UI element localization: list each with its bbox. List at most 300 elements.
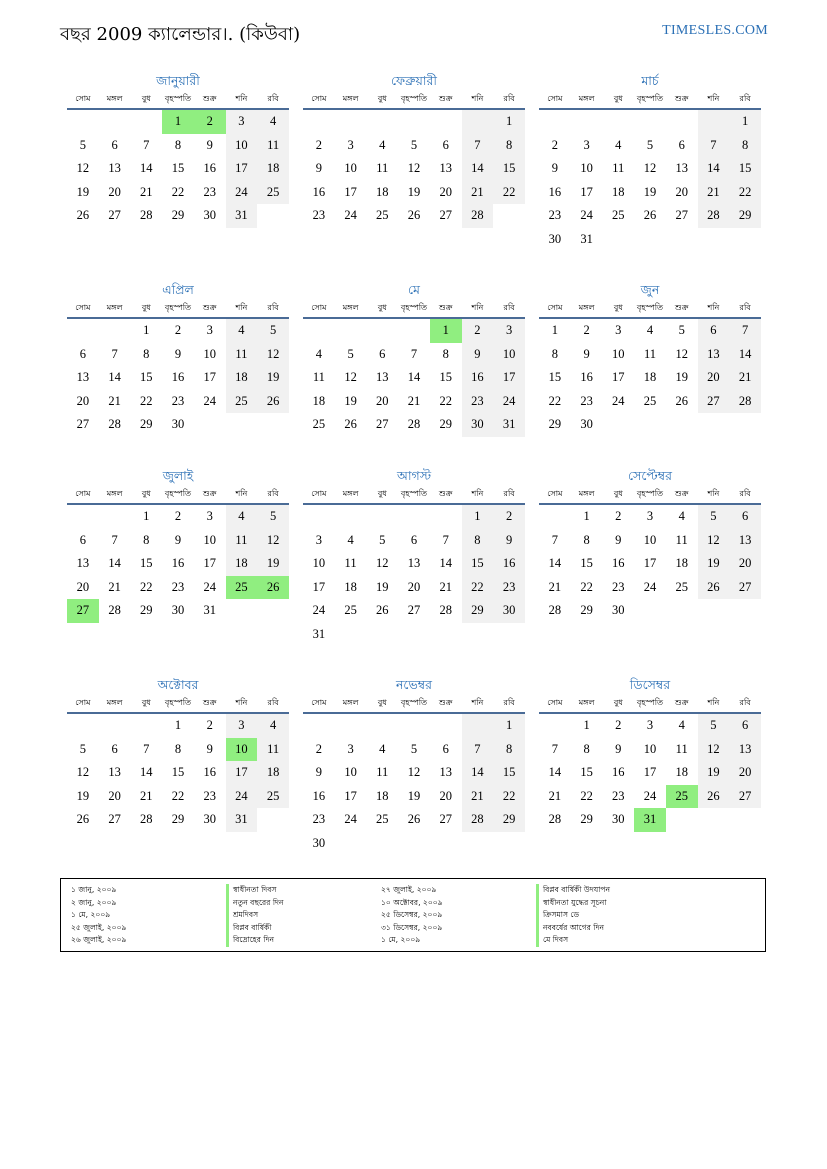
day-cell[interactable]: 1: [174, 718, 182, 732]
day-cell[interactable]: 3: [226, 110, 258, 134]
day-cell[interactable]: 28: [140, 812, 153, 826]
day-cell[interactable]: 2: [174, 509, 182, 523]
day-cell[interactable]: 19: [257, 552, 289, 576]
day-cell[interactable]: 27: [67, 599, 99, 623]
day-cell[interactable]: 21: [462, 181, 494, 205]
day-cell[interactable]: 15: [580, 556, 593, 570]
day-cell[interactable]: 26: [76, 812, 90, 826]
day-cell[interactable]: 6: [111, 741, 118, 756]
day-cell[interactable]: 11: [257, 134, 289, 158]
day-cell[interactable]: 24: [580, 208, 593, 222]
day-cell[interactable]: 4: [678, 509, 685, 523]
site-name[interactable]: TIMESLES.COM: [662, 23, 768, 38]
day-cell[interactable]: 14: [548, 556, 562, 570]
day-cell[interactable]: 5: [410, 741, 418, 756]
day-cell[interactable]: 22: [729, 181, 761, 205]
day-cell[interactable]: 1: [162, 110, 194, 134]
day-cell[interactable]: 28: [462, 808, 494, 832]
day-cell[interactable]: 31: [226, 204, 258, 228]
day-cell[interactable]: 16: [612, 765, 625, 779]
day-cell[interactable]: 16: [312, 184, 326, 199]
day-cell[interactable]: 7: [551, 741, 558, 756]
day-cell[interactable]: 18: [376, 184, 389, 199]
day-cell[interactable]: 26: [76, 208, 90, 222]
day-cell[interactable]: 3: [347, 137, 354, 152]
day-cell[interactable]: 9: [462, 343, 494, 367]
day-cell[interactable]: 5: [79, 741, 86, 756]
day-cell[interactable]: 13: [76, 556, 90, 570]
day-cell[interactable]: 11: [376, 161, 389, 175]
day-cell[interactable]: 1: [493, 110, 525, 134]
day-cell[interactable]: 14: [439, 556, 452, 570]
day-cell[interactable]: 9: [174, 346, 182, 361]
day-cell[interactable]: 11: [312, 370, 325, 384]
day-cell[interactable]: 6: [678, 137, 685, 152]
day-cell[interactable]: 23: [312, 812, 326, 826]
day-cell[interactable]: 8: [583, 532, 590, 547]
day-cell[interactable]: 10: [344, 161, 357, 175]
day-cell[interactable]: 16: [462, 366, 494, 390]
day-cell[interactable]: 25: [344, 603, 357, 617]
day-cell[interactable]: 14: [548, 765, 562, 779]
day-cell[interactable]: 12: [76, 765, 90, 779]
day-cell[interactable]: 21: [108, 579, 121, 594]
day-cell[interactable]: 19: [76, 184, 90, 199]
day-cell[interactable]: 26: [407, 208, 421, 222]
day-cell[interactable]: 31: [203, 603, 216, 617]
day-cell[interactable]: 18: [643, 370, 657, 384]
day-cell[interactable]: 19: [698, 761, 730, 785]
day-cell[interactable]: 26: [257, 390, 289, 414]
day-cell[interactable]: 6: [698, 319, 730, 343]
day-cell[interactable]: 14: [108, 556, 121, 570]
day-cell[interactable]: 23: [612, 788, 625, 803]
day-cell[interactable]: 15: [171, 765, 185, 779]
day-cell[interactable]: 7: [551, 532, 558, 547]
day-cell[interactable]: 18: [257, 761, 289, 785]
day-cell[interactable]: 30: [612, 603, 625, 617]
day-cell[interactable]: 14: [140, 765, 153, 779]
day-cell[interactable]: 8: [551, 346, 558, 361]
day-cell[interactable]: 23: [493, 576, 525, 600]
day-cell[interactable]: 17: [344, 788, 357, 803]
day-cell[interactable]: 26: [407, 812, 421, 826]
day-cell[interactable]: 21: [462, 785, 494, 809]
day-cell[interactable]: 8: [442, 346, 449, 361]
day-cell[interactable]: 7: [143, 137, 150, 152]
day-cell[interactable]: 4: [379, 741, 386, 756]
day-cell[interactable]: 6: [410, 532, 418, 547]
day-cell[interactable]: 9: [583, 346, 590, 361]
day-cell[interactable]: 29: [140, 417, 153, 431]
day-cell[interactable]: 1: [493, 714, 525, 738]
day-cell[interactable]: 10: [203, 532, 216, 547]
day-cell[interactable]: 7: [111, 532, 118, 547]
day-cell[interactable]: 18: [226, 366, 258, 390]
day-cell[interactable]: 3: [493, 319, 525, 343]
day-cell[interactable]: 30: [612, 812, 625, 826]
day-cell[interactable]: 23: [203, 788, 216, 803]
day-cell[interactable]: 3: [315, 532, 322, 547]
day-cell[interactable]: 1: [583, 718, 590, 732]
day-cell[interactable]: 27: [108, 812, 121, 826]
day-cell[interactable]: 17: [580, 184, 593, 199]
day-cell[interactable]: 14: [108, 370, 121, 384]
day-cell[interactable]: 24: [643, 788, 657, 803]
day-cell[interactable]: 3: [347, 741, 354, 756]
day-cell[interactable]: 8: [729, 134, 761, 158]
day-cell[interactable]: 24: [226, 181, 258, 205]
day-cell[interactable]: 12: [698, 738, 730, 762]
day-cell[interactable]: 17: [493, 366, 525, 390]
day-cell[interactable]: 5: [646, 137, 654, 152]
day-cell[interactable]: 5: [698, 505, 730, 529]
day-cell[interactable]: 20: [698, 366, 730, 390]
day-cell[interactable]: 31: [226, 808, 258, 832]
day-cell[interactable]: 20: [407, 579, 421, 594]
day-cell[interactable]: 4: [226, 505, 258, 529]
day-cell[interactable]: 3: [583, 137, 590, 152]
day-cell[interactable]: 24: [493, 390, 525, 414]
day-cell[interactable]: 15: [493, 761, 525, 785]
day-cell[interactable]: 18: [257, 157, 289, 181]
day-cell[interactable]: 10: [312, 556, 326, 570]
day-cell[interactable]: 25: [312, 417, 326, 431]
day-cell[interactable]: 27: [698, 390, 730, 414]
day-cell[interactable]: 31: [312, 626, 326, 641]
day-cell[interactable]: 28: [140, 208, 153, 222]
day-cell[interactable]: 23: [171, 579, 185, 594]
day-cell[interactable]: 26: [698, 785, 730, 809]
day-cell[interactable]: 31: [634, 808, 666, 832]
day-cell[interactable]: 6: [79, 532, 86, 547]
day-cell[interactable]: 22: [140, 579, 153, 594]
day-cell[interactable]: 17: [203, 556, 216, 570]
day-cell[interactable]: 5: [257, 505, 289, 529]
day-cell[interactable]: 20: [108, 788, 121, 803]
day-cell[interactable]: 11: [612, 161, 625, 175]
day-cell[interactable]: 16: [548, 184, 562, 199]
day-cell[interactable]: 16: [203, 161, 216, 175]
day-cell[interactable]: 2: [615, 718, 622, 732]
day-cell[interactable]: 6: [729, 505, 761, 529]
day-cell[interactable]: 25: [226, 390, 258, 414]
day-cell[interactable]: 24: [612, 393, 625, 408]
day-cell[interactable]: 10: [226, 738, 258, 762]
day-cell[interactable]: 24: [203, 393, 216, 408]
day-cell[interactable]: 20: [439, 184, 452, 199]
day-cell[interactable]: 20: [675, 184, 688, 199]
day-cell[interactable]: 4: [678, 718, 685, 732]
day-cell[interactable]: 30: [462, 413, 494, 437]
day-cell[interactable]: 19: [376, 579, 389, 594]
day-cell[interactable]: 27: [407, 603, 421, 617]
day-cell[interactable]: 31: [580, 231, 593, 246]
day-cell[interactable]: 1: [583, 509, 590, 523]
day-cell[interactable]: 17: [612, 370, 625, 384]
day-cell[interactable]: 30: [548, 231, 562, 246]
day-cell[interactable]: 25: [257, 785, 289, 809]
day-cell[interactable]: 25: [643, 393, 657, 408]
day-cell[interactable]: 27: [729, 785, 761, 809]
day-cell[interactable]: 2: [206, 718, 213, 732]
day-cell[interactable]: 10: [643, 532, 657, 547]
day-cell[interactable]: 6: [442, 137, 449, 152]
day-cell[interactable]: 15: [493, 157, 525, 181]
day-cell[interactable]: 23: [612, 579, 625, 594]
day-cell[interactable]: 7: [442, 532, 449, 547]
day-cell[interactable]: 1: [430, 319, 462, 343]
day-cell[interactable]: 21: [729, 366, 761, 390]
day-cell[interactable]: 17: [226, 761, 258, 785]
day-cell[interactable]: 21: [140, 788, 153, 803]
day-cell[interactable]: 22: [493, 181, 525, 205]
day-cell[interactable]: 2: [194, 110, 226, 134]
day-cell[interactable]: 19: [675, 370, 688, 384]
day-cell[interactable]: 7: [111, 346, 118, 361]
day-cell[interactable]: 7: [462, 134, 494, 158]
day-cell[interactable]: 14: [698, 157, 730, 181]
day-cell[interactable]: 1: [143, 323, 150, 337]
day-cell[interactable]: 21: [698, 181, 730, 205]
day-cell[interactable]: 25: [675, 579, 688, 594]
day-cell[interactable]: 24: [344, 208, 357, 222]
day-cell[interactable]: 25: [376, 208, 389, 222]
day-cell[interactable]: 15: [140, 370, 153, 384]
day-cell[interactable]: 22: [493, 785, 525, 809]
day-cell[interactable]: 29: [171, 208, 185, 222]
day-cell[interactable]: 23: [462, 390, 494, 414]
day-cell[interactable]: 11: [643, 346, 657, 361]
day-cell[interactable]: 16: [612, 556, 625, 570]
day-cell[interactable]: 30: [580, 417, 593, 431]
day-cell[interactable]: 2: [583, 323, 590, 337]
day-cell[interactable]: 17: [226, 157, 258, 181]
day-cell[interactable]: 13: [76, 370, 90, 384]
day-cell[interactable]: 12: [257, 529, 289, 553]
day-cell[interactable]: 22: [140, 393, 153, 408]
day-cell[interactable]: 14: [462, 157, 494, 181]
day-cell[interactable]: 5: [410, 137, 418, 152]
day-cell[interactable]: 8: [143, 532, 150, 547]
day-cell[interactable]: 13: [698, 343, 730, 367]
day-cell[interactable]: 22: [548, 393, 562, 408]
day-cell[interactable]: 21: [548, 579, 562, 594]
day-cell[interactable]: 4: [226, 319, 258, 343]
day-cell[interactable]: 18: [612, 184, 625, 199]
day-cell[interactable]: 28: [698, 204, 730, 228]
day-cell[interactable]: 27: [729, 576, 761, 600]
day-cell[interactable]: 27: [108, 208, 121, 222]
day-cell[interactable]: 1: [462, 505, 494, 529]
day-cell[interactable]: 2: [315, 741, 322, 756]
day-cell[interactable]: 29: [171, 812, 185, 826]
day-cell[interactable]: 5: [79, 137, 86, 152]
day-cell[interactable]: 8: [174, 137, 182, 152]
day-cell[interactable]: 16: [203, 765, 216, 779]
day-cell[interactable]: 15: [171, 161, 185, 175]
day-cell[interactable]: 15: [140, 556, 153, 570]
day-cell[interactable]: 22: [171, 788, 185, 803]
day-cell[interactable]: 8: [493, 134, 525, 158]
day-cell[interactable]: 12: [675, 346, 688, 361]
day-cell[interactable]: 23: [548, 208, 562, 222]
day-cell[interactable]: 30: [493, 599, 525, 623]
day-cell[interactable]: 22: [171, 184, 185, 199]
day-cell[interactable]: 8: [493, 738, 525, 762]
day-cell[interactable]: 11: [257, 738, 289, 762]
day-cell[interactable]: 4: [379, 137, 386, 152]
day-cell[interactable]: 30: [312, 835, 326, 850]
day-cell[interactable]: 3: [206, 509, 213, 523]
day-cell[interactable]: 9: [551, 161, 558, 175]
day-cell[interactable]: 20: [376, 393, 389, 408]
day-cell[interactable]: 21: [140, 184, 153, 199]
day-cell[interactable]: 11: [226, 529, 258, 553]
day-cell[interactable]: 23: [203, 184, 216, 199]
day-cell[interactable]: 8: [143, 346, 150, 361]
day-cell[interactable]: 16: [493, 552, 525, 576]
day-cell[interactable]: 25: [226, 576, 258, 600]
day-cell[interactable]: 29: [580, 812, 593, 826]
day-cell[interactable]: 28: [548, 603, 562, 617]
day-cell[interactable]: 4: [315, 346, 322, 361]
day-cell[interactable]: 12: [698, 529, 730, 553]
day-cell[interactable]: 3: [615, 323, 622, 337]
day-cell[interactable]: 25: [376, 812, 389, 826]
day-cell[interactable]: 5: [698, 714, 730, 738]
day-cell[interactable]: 2: [462, 319, 494, 343]
day-cell[interactable]: 13: [407, 556, 421, 570]
day-cell[interactable]: 14: [407, 370, 421, 384]
day-cell[interactable]: 11: [675, 532, 688, 547]
day-cell[interactable]: 11: [344, 556, 357, 570]
day-cell[interactable]: 9: [615, 741, 622, 756]
day-cell[interactable]: 30: [171, 603, 185, 617]
day-cell[interactable]: 3: [206, 323, 213, 337]
day-cell[interactable]: 1: [551, 323, 558, 337]
day-cell[interactable]: 29: [729, 204, 761, 228]
day-cell[interactable]: 14: [729, 343, 761, 367]
day-cell[interactable]: 26: [675, 393, 688, 408]
day-cell[interactable]: 29: [493, 808, 525, 832]
day-cell[interactable]: 25: [612, 208, 625, 222]
day-cell[interactable]: 29: [548, 417, 562, 431]
day-cell[interactable]: 27: [439, 812, 452, 826]
day-cell[interactable]: 22: [439, 393, 452, 408]
day-cell[interactable]: 6: [379, 346, 386, 361]
day-cell[interactable]: 10: [226, 134, 258, 158]
day-cell[interactable]: 24: [203, 579, 216, 594]
day-cell[interactable]: 30: [171, 417, 185, 431]
day-cell[interactable]: 26: [257, 576, 289, 600]
day-cell[interactable]: 23: [580, 393, 593, 408]
day-cell[interactable]: 6: [79, 346, 86, 361]
day-cell[interactable]: 17: [203, 370, 216, 384]
day-cell[interactable]: 11: [675, 741, 688, 756]
day-cell[interactable]: 28: [407, 417, 421, 431]
day-cell[interactable]: 18: [312, 393, 326, 408]
day-cell[interactable]: 20: [76, 579, 90, 594]
day-cell[interactable]: 17: [344, 184, 357, 199]
day-cell[interactable]: 27: [675, 208, 688, 222]
day-cell[interactable]: 4: [615, 137, 622, 152]
day-cell[interactable]: 28: [108, 603, 121, 617]
day-cell[interactable]: 24: [344, 812, 357, 826]
day-cell[interactable]: 9: [315, 765, 322, 779]
day-cell[interactable]: 15: [548, 370, 562, 384]
day-cell[interactable]: 13: [376, 370, 389, 384]
day-cell[interactable]: 29: [462, 599, 494, 623]
day-cell[interactable]: 21: [407, 393, 421, 408]
day-cell[interactable]: 9: [174, 532, 182, 547]
day-cell[interactable]: 16: [580, 370, 593, 384]
day-cell[interactable]: 23: [312, 208, 326, 222]
day-cell[interactable]: 14: [462, 761, 494, 785]
day-cell[interactable]: 20: [729, 552, 761, 576]
day-cell[interactable]: 13: [729, 529, 761, 553]
day-cell[interactable]: 29: [580, 603, 593, 617]
day-cell[interactable]: 27: [439, 208, 452, 222]
day-cell[interactable]: 8: [583, 741, 590, 756]
day-cell[interactable]: 9: [615, 532, 622, 547]
day-cell[interactable]: 11: [376, 765, 389, 779]
day-cell[interactable]: 19: [257, 366, 289, 390]
day-cell[interactable]: 13: [108, 765, 121, 779]
day-cell[interactable]: 13: [439, 161, 452, 175]
day-cell[interactable]: 4: [347, 532, 354, 547]
day-cell[interactable]: 29: [140, 603, 153, 617]
day-cell[interactable]: 22: [580, 788, 593, 803]
day-cell[interactable]: 28: [548, 812, 562, 826]
day-cell[interactable]: 30: [203, 812, 216, 826]
day-cell[interactable]: 19: [643, 184, 657, 199]
day-cell[interactable]: 25: [666, 785, 698, 809]
day-cell[interactable]: 13: [439, 765, 452, 779]
day-cell[interactable]: 24: [643, 579, 657, 594]
day-cell[interactable]: 2: [174, 323, 182, 337]
day-cell[interactable]: 2: [315, 137, 322, 152]
day-cell[interactable]: 9: [493, 529, 525, 553]
day-cell[interactable]: 20: [439, 788, 452, 803]
day-cell[interactable]: 18: [675, 765, 688, 779]
day-cell[interactable]: 3: [226, 714, 258, 738]
day-cell[interactable]: 21: [548, 788, 562, 803]
day-cell[interactable]: 16: [312, 788, 326, 803]
day-cell[interactable]: 10: [612, 346, 625, 361]
day-cell[interactable]: 21: [439, 579, 452, 594]
day-cell[interactable]: 10: [203, 346, 216, 361]
day-cell[interactable]: 14: [140, 161, 153, 175]
day-cell[interactable]: 7: [410, 346, 418, 361]
day-cell[interactable]: 21: [108, 393, 121, 408]
day-cell[interactable]: 2: [615, 509, 622, 523]
day-cell[interactable]: 15: [729, 157, 761, 181]
day-cell[interactable]: 26: [698, 576, 730, 600]
day-cell[interactable]: 11: [226, 343, 258, 367]
day-cell[interactable]: 20: [76, 393, 90, 408]
day-cell[interactable]: 12: [344, 370, 357, 384]
day-cell[interactable]: 3: [646, 509, 654, 523]
day-cell[interactable]: 19: [407, 184, 421, 199]
day-cell[interactable]: 8: [174, 741, 182, 756]
day-cell[interactable]: 29: [439, 417, 452, 431]
day-cell[interactable]: 10: [580, 161, 593, 175]
day-cell[interactable]: 4: [257, 110, 289, 134]
day-cell[interactable]: 18: [675, 556, 688, 570]
day-cell[interactable]: 23: [171, 393, 185, 408]
day-cell[interactable]: 17: [643, 556, 657, 570]
